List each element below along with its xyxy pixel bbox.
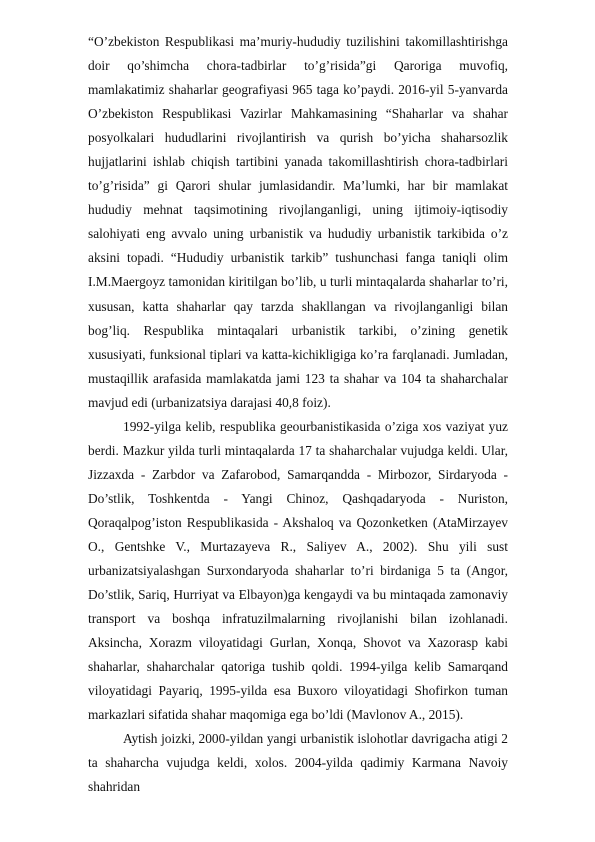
paragraph-3: Aytish joizki, 2000-yildan yangi urbanistik islohotlar davrigacha atigi 2 ta shaharcha vujudga keldi, xolos. 2004-yilda qadimiy Karmana Navoiy shahridan [88, 731, 508, 795]
document-body [88, 30, 508, 800]
paragraph-2: 1992-yilga kelib, respublika geourbanistikasida o’ziga xos vaziyat yuz berdi. Mazkur yilda turli mintaqalarda 17 ta shaharchalar vujudga keldi. Ular, Jizzaxda - Zarbdor va Zafarobod, Samarqandda - Mirbozor, Sirdaryoda - Do’stlik, Toshkentda - Yangi Chinoz, Qashqadaryoda - Nuriston, Qoraqalpog’iston Respublikasida - Akshaloq va Qozonketken (AtaMirzayev O., Gentshke V., Murtazayeva R., Saliyev A., 2002). Shu yili sust urbanizatsiyalashgan Surxondaryoda shaharlar to’ri birdaniga 5 ta (Angor, Do’stlik, Sariq, Hurriyat va Elbayon)ga kengaydi va bu mintaqada zamonaviy transport va boshqa infratuzilmalarning rivojlanishi bilan izohlanadi. Aksincha, Xorazm viloyatidagi Gurlan, Xonqa, Shovot va Xazorasp kabi shaharlar, shaharchalar qatoriga tushib qoldi. 1994-yilga kelib Samarqand viloyatidagi Payariq, 1995-yilda esa Buxoro viloyatidagi Shofirkon tuman markazlari sifatida shahar maqomiga ega bo’ldi (Mavlonov A., 2015). [88, 418, 508, 723]
paragraph-1: “O’zbekiston Respublikasi ma’muriy-hududiy tuzilishini takomillashtirishga doir qo’shimcha chora-tadbirlar to’g’risida”gi Qaroriga muvofiq, mamlakatimiz shaharlar geografiyasi 965 taga ko’paydi. 2016-yil 5-yanvarda O’zbekiston Respublikasi Vazirlar Mahkamasining “Shaharlar va shahar posyolkalari hududlarini rivojlantirish va qurish bo’yicha shaharsozlik hujjatlarini ishlab chiqish tartibini yanada takomillashtirish chora-tadbirlari to’g’risida” gi Qarori shular jumlasidandir. Ma’lumki, har bir mamlakat hududiy mehnat taqsimotining rivojlanganligi, uning ijtimoiy-iqtisodiy salohiyati eng avvalo uning urbanistik va hududiy urbanistik tarkibida o’z aksini topadi. “Hududiy urbanistik tarkib” tushunchasi fanga taniqli olim I.M.Maergoyz tamonidan kiritilgan bo’lib, u turli mintaqalarda shaharlar to’ri, xususan, katta shaharlar qay tarzda shakllangan va rivojlanganligi bilan bog’liq. Respublika mintaqalari urbanistik tarkibi, o’zining genetik xususiyati, funksional tiplari va katta-kichikligiga ko’ra farqlanadi. Jumladan, mustaqillik arafasida mamlakatda jami 123 ta shahar va 104 ta shaharchalar mavjud edi (urbanizatsiya darajasi 40,8 foiz). [88, 34, 508, 410]
